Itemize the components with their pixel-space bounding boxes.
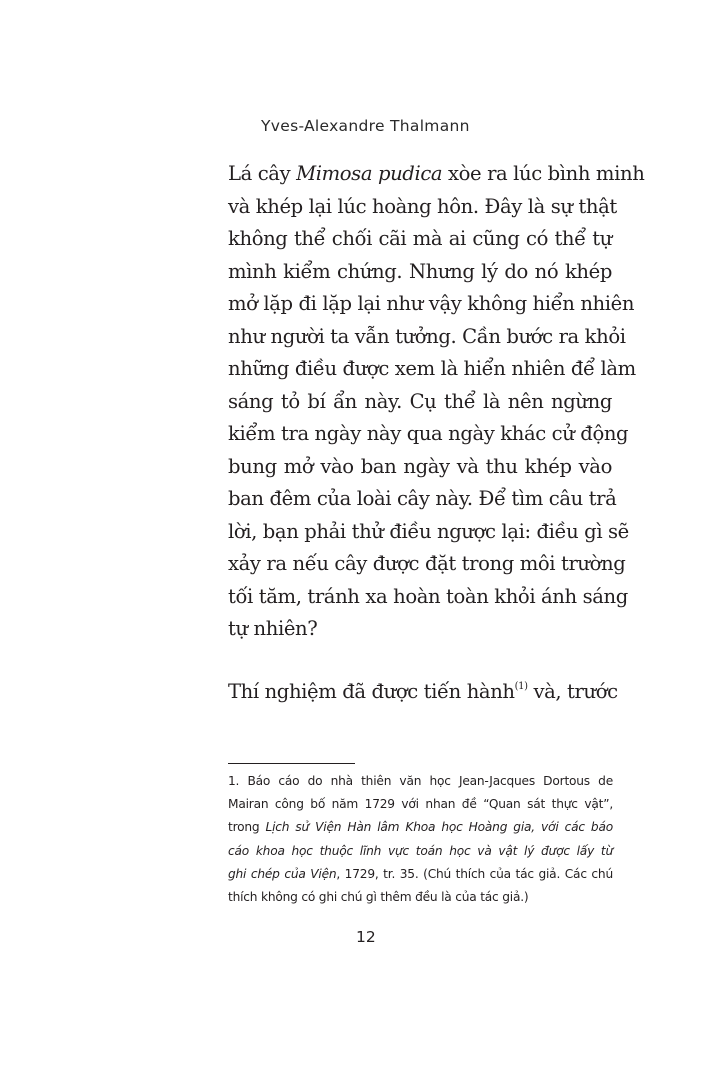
footnote-source-title-italic: Lịch sử Viện Hàn lâm Khoa học Hoàng gia, với các báo bbox=[265, 820, 613, 835]
paragraph-1-line: xảy ra nếu cây được đặt trong môi trường bbox=[228, 552, 626, 575]
line-1-text-before: Lá cây bbox=[228, 162, 297, 185]
footnote-source-title-italic: ghi chép của Viện bbox=[228, 866, 337, 881]
paragraph-2-line-1 bbox=[228, 676, 618, 709]
paragraph-1-line: như người ta vẫn tưởng. Cần bước ra khỏi bbox=[228, 324, 626, 348]
page-number: 12 bbox=[356, 928, 376, 946]
paragraph-1-line: tự nhiên? bbox=[228, 617, 318, 640]
paragraph-2-text-after: và, trước bbox=[527, 680, 618, 703]
paragraph-1-line: lời, bạn phải thử điều ngược lại: điều gì sẽ bbox=[228, 519, 629, 543]
footnote-line: Mairan công bố năm 1729 với nhan đề “Quan sát thực vật”, bbox=[228, 797, 613, 812]
paragraph-1-line: mình kiểm chứng. Nhưng lý do nó khép bbox=[228, 259, 612, 283]
running-header-author: Yves-Alexandre Thalmann bbox=[261, 117, 470, 135]
paragraph-1-line-1 bbox=[228, 158, 645, 191]
paragraph-1-line: tối tăm, tránh xa hoàn toàn khỏi ánh sáng bbox=[228, 584, 628, 608]
paragraph-1-line: những điều được xem là hiển nhiên để làm bbox=[228, 357, 636, 380]
footnote-divider bbox=[228, 763, 355, 764]
paragraph-1-line: ban đêm của loài cây này. Để tìm câu trả bbox=[228, 487, 617, 510]
paragraph-1 bbox=[228, 158, 645, 646]
footnote-reference[interactable]: (1) bbox=[514, 681, 528, 692]
paragraph-1-line: không thể chối cãi mà ai cũng có thể tự bbox=[228, 227, 612, 250]
footnote-line: thích không có ghi chú gì thêm đều là của tác giả.) bbox=[228, 890, 529, 905]
footnote-source-title-italic: cáo khoa học thuộc lĩnh vực toán học và vật lý được lấy từ bbox=[228, 843, 613, 858]
footnote-text: trong bbox=[228, 820, 266, 835]
footnote-line bbox=[228, 816, 613, 839]
paragraph-2 bbox=[228, 676, 618, 709]
paragraph-1-line: kiểm tra ngày này qua ngày khác cử động bbox=[228, 422, 629, 445]
paragraph-1-line: sáng tỏ bí ẩn này. Cụ thể là nên ngừng bbox=[228, 389, 612, 413]
species-name-italic: Mimosa pudica bbox=[296, 162, 443, 185]
paragraph-1-line: và khép lại lúc hoàng hôn. Đây là sự thật bbox=[228, 194, 617, 218]
footnote bbox=[228, 770, 613, 909]
footnote-line bbox=[228, 863, 613, 886]
line-1-text-after: xòe ra lúc bình minh bbox=[442, 162, 645, 185]
paragraph-1-line: bung mở vào ban ngày và thu khép vào bbox=[228, 454, 612, 478]
footnote-line: 1. Báo cáo do nhà thiên văn học Jean-Jacques Dortous de bbox=[228, 774, 613, 788]
footnote-text: , 1729, tr. 35. (Chú thích của tác giả. Các chú bbox=[336, 866, 613, 881]
paragraph-2-text-before: Thí nghiệm đã được tiến hành bbox=[228, 680, 515, 703]
paragraph-1-line: mở lặp đi lặp lại như vậy không hiển nhiên bbox=[228, 292, 635, 315]
